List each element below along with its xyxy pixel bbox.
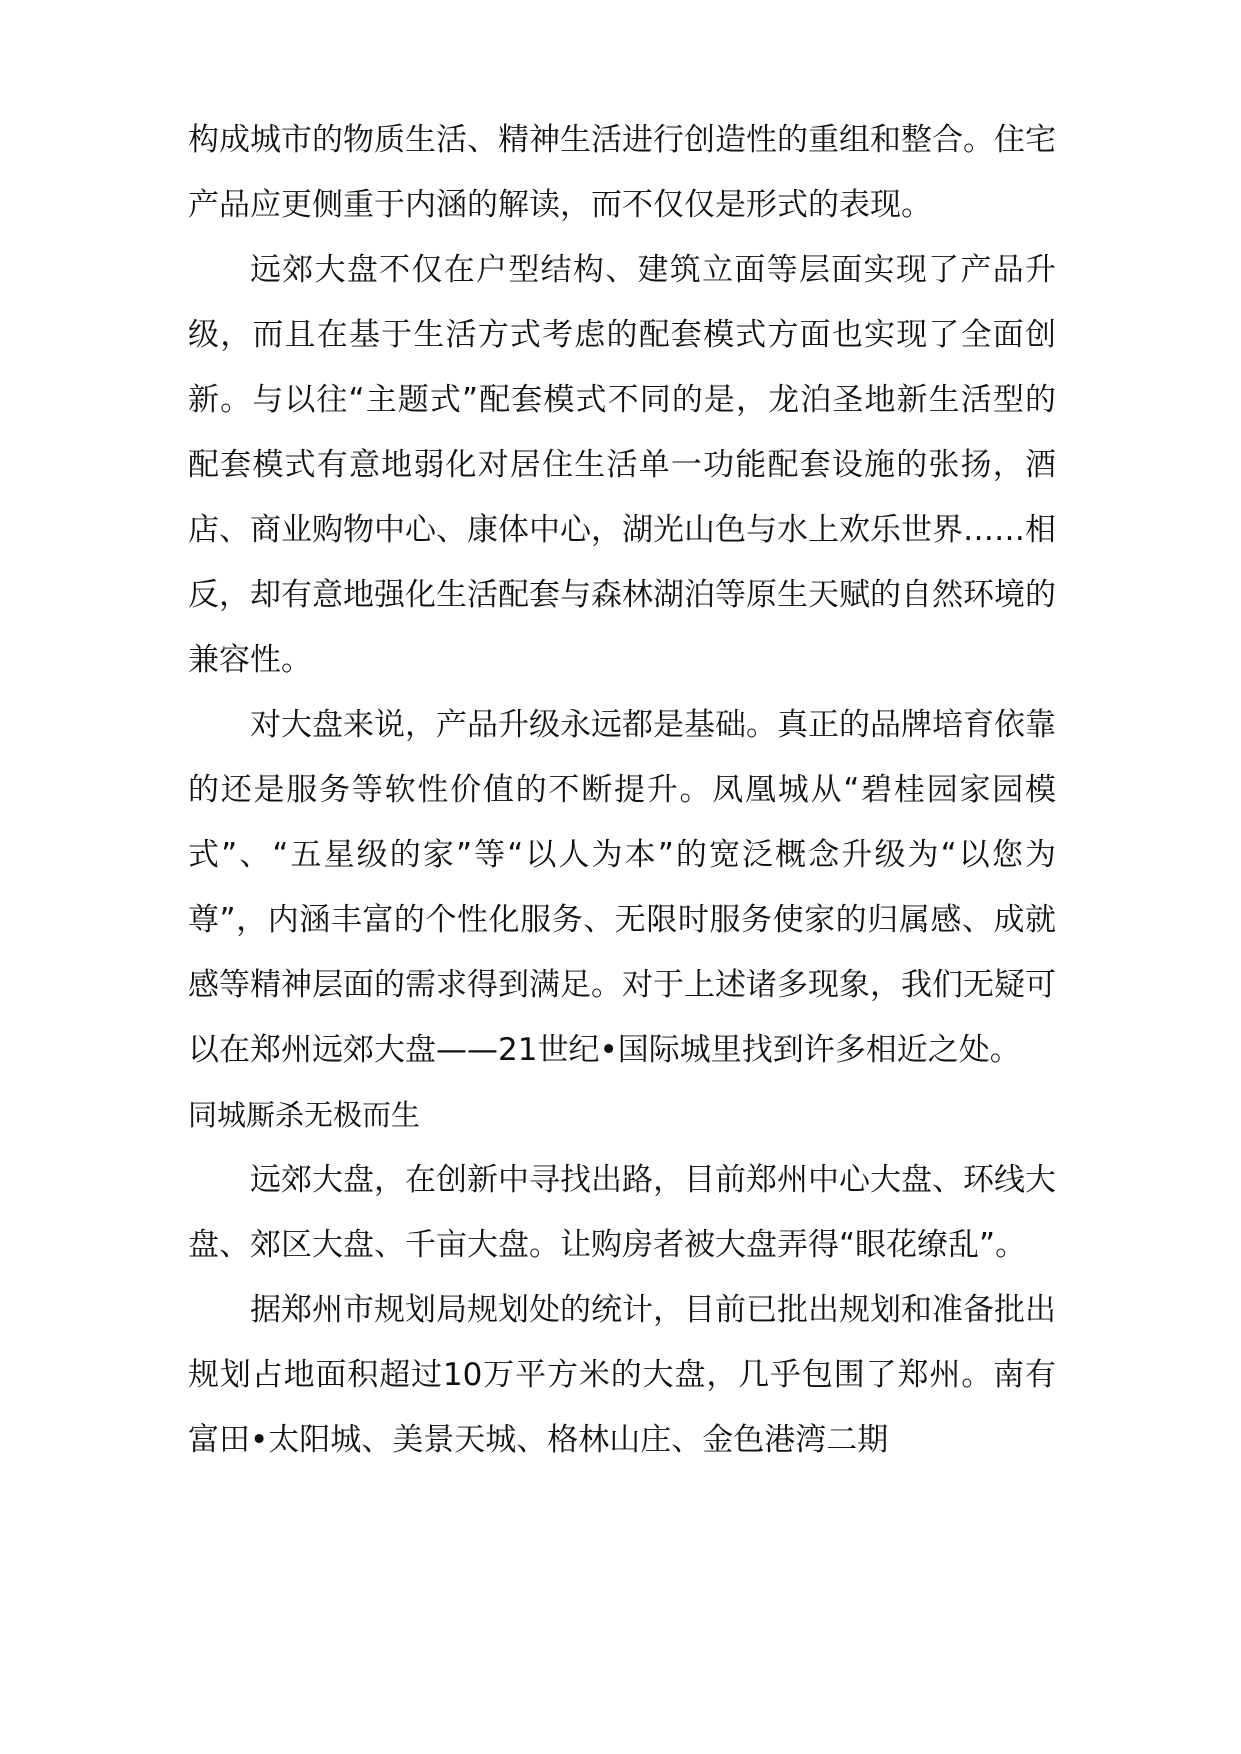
paragraph-planning-statistics: 据郑州市规划局规划处的统计，目前已批出规划和准备批出规划占地面积超过10万平方米的大盘，几乎包围了郑州。南有富田•太阳城、美景天城、格林山庄、金色港湾二期 bbox=[188, 1292, 1056, 1458]
paragraph-continuation: 构成城市的物质生活、精神生活进行创造性的重组和整合。住宅产品应更侧重于内涵的解读，而不仅仅是形式的表现。 bbox=[188, 122, 1056, 223]
paragraph-innovation: 远郊大盘，在创新中寻找出路，目前郑州中心大盘、环线大盘、郊区大盘、千亩大盘。让购房者被大盘弄得“眼花缭乱”。 bbox=[188, 1162, 1056, 1263]
section-heading: 同城厮杀无极而生 bbox=[188, 1098, 421, 1132]
paragraph-service-value: 对大盘来说，产品升级永远都是基础。真正的品牌培育依靠的还是服务等软性价值的不断提升。凤凰城从“碧桂园家园模式”、“五星级的家”等“以人为本”的宽泛概念升级为“以您为尊”，内涵丰富的个性化服务、无限时服务使家的归属感、成就感等精神层面的需求得到满足。对于上述诸多现象，我们无疑可以在郑州远郊大盘——21世纪•国际城里找到许多相近之处。 bbox=[188, 707, 1056, 1068]
document-body bbox=[188, 108, 1056, 1473]
paragraph-product-upgrade: 远郊大盘不仅在户型结构、建筑立面等层面实现了产品升级，而且在基于生活方式考虑的配套模式方面也实现了全面创新。与以往“主题式”配套模式不同的是，龙泊圣地新生活型的配套模式有意地弱化对居住生活单一功能配套设施的张扬，酒店、商业购物中心、康体中心，湖光山色与水上欢乐世界……相反，却有意地强化生活配套与森林湖泊等原生天赋的自然环境的兼容性。 bbox=[188, 252, 1056, 678]
